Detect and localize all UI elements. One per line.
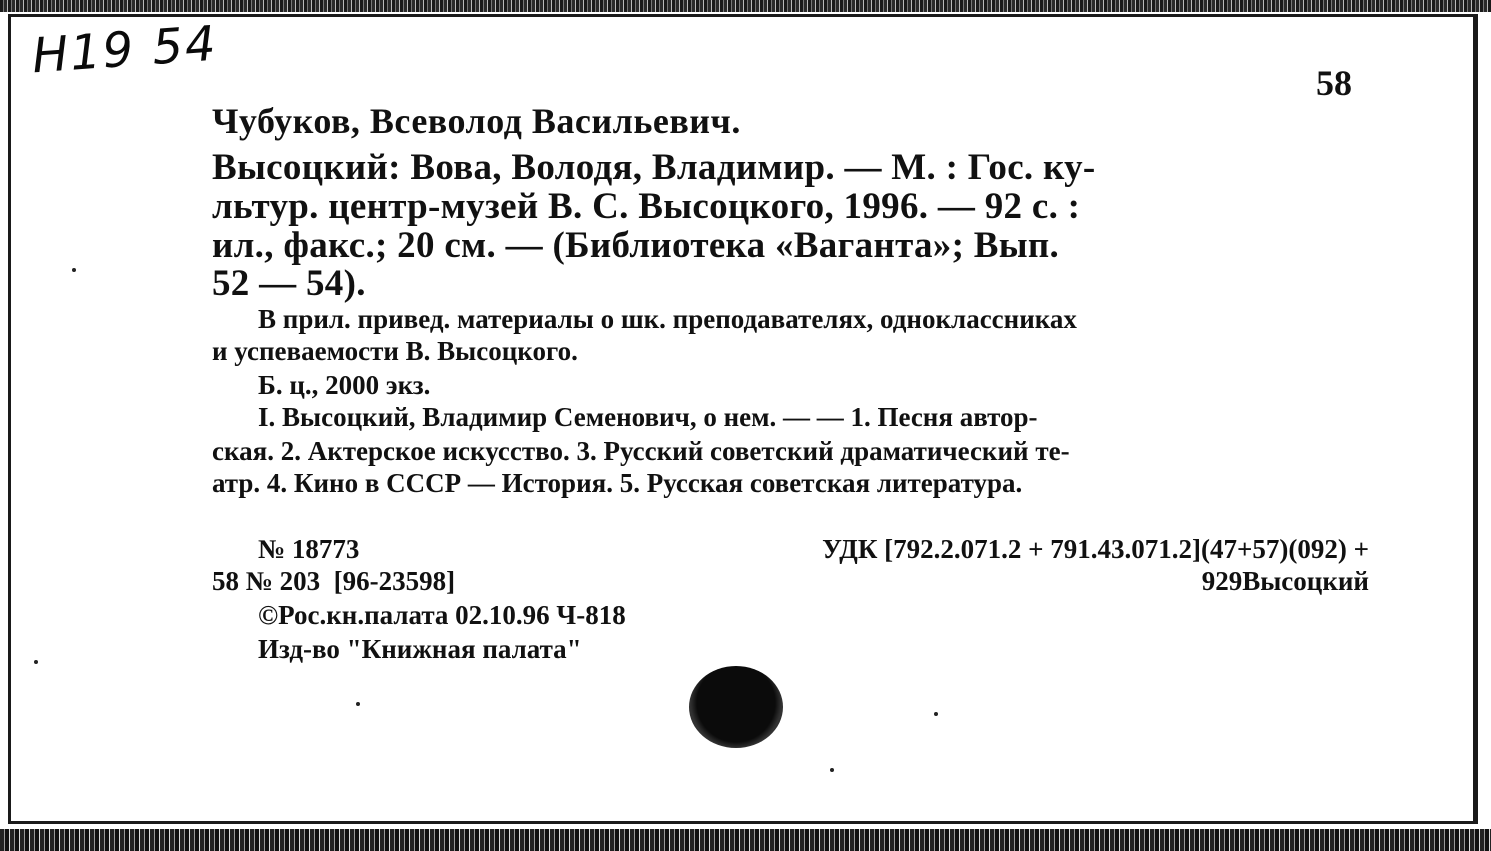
punch-hole	[689, 666, 783, 748]
subject-line-3: атр. 4. Кино в СССР — История. 5. Русская советская литература.	[212, 468, 1023, 498]
title-line-2: льтур. центр-музей В. С. Высоцкого, 1996. — 92 с. :	[212, 186, 1081, 227]
note-line-2: и успеваемости В. Высоцкого.	[212, 336, 578, 366]
price-line: Б. ц., 2000 экз.	[258, 370, 431, 400]
author-heading: Чубуков, Всеволод Васильевич.	[212, 101, 741, 141]
card-number: 58	[1316, 63, 1352, 103]
speck	[934, 712, 938, 716]
copyright-line: ©Рос.кн.палата 02.10.96 Ч-818	[258, 600, 626, 630]
title-line-3: ил., факс.; 20 см. — (Библиотека «Ваганта»; Вып.	[212, 225, 1060, 266]
speck	[830, 768, 834, 772]
udk-line: УДК [792.2.071.2 + 791.43.071.2](47+57)(092) +	[822, 534, 1369, 564]
record-number: № 18773	[258, 534, 360, 564]
speck	[72, 268, 76, 272]
speck	[34, 660, 38, 664]
scan-edge-bottom	[0, 829, 1491, 851]
handwritten-mark-text: Н19	[30, 21, 138, 85]
title-line-4: 52 — 54).	[212, 263, 366, 304]
udk-continuation: 929Высоцкий	[1201, 566, 1369, 596]
subject-line-1: I. Высоцкий, Владимир Семенович, о нем. — — 1. Песня автор-	[258, 402, 1038, 432]
note-line-1: В прил. привед. материалы о шк. преподавателях, одноклассниках	[258, 304, 1077, 334]
footer-line-2: 58 № 203 [96-23598]	[212, 566, 456, 596]
publisher-line: Изд-во "Книжная палата"	[258, 634, 582, 664]
scan-edge-top	[0, 0, 1491, 12]
speck	[356, 702, 360, 706]
title-line-1: Высоцкий: Вова, Володя, Владимир. — М. : Гос. ку-	[212, 147, 1096, 188]
handwritten-mark-sup: 54	[150, 15, 220, 77]
subject-line-2: ская. 2. Актерское искусство. 3. Русский советский драматический те-	[212, 436, 1070, 466]
